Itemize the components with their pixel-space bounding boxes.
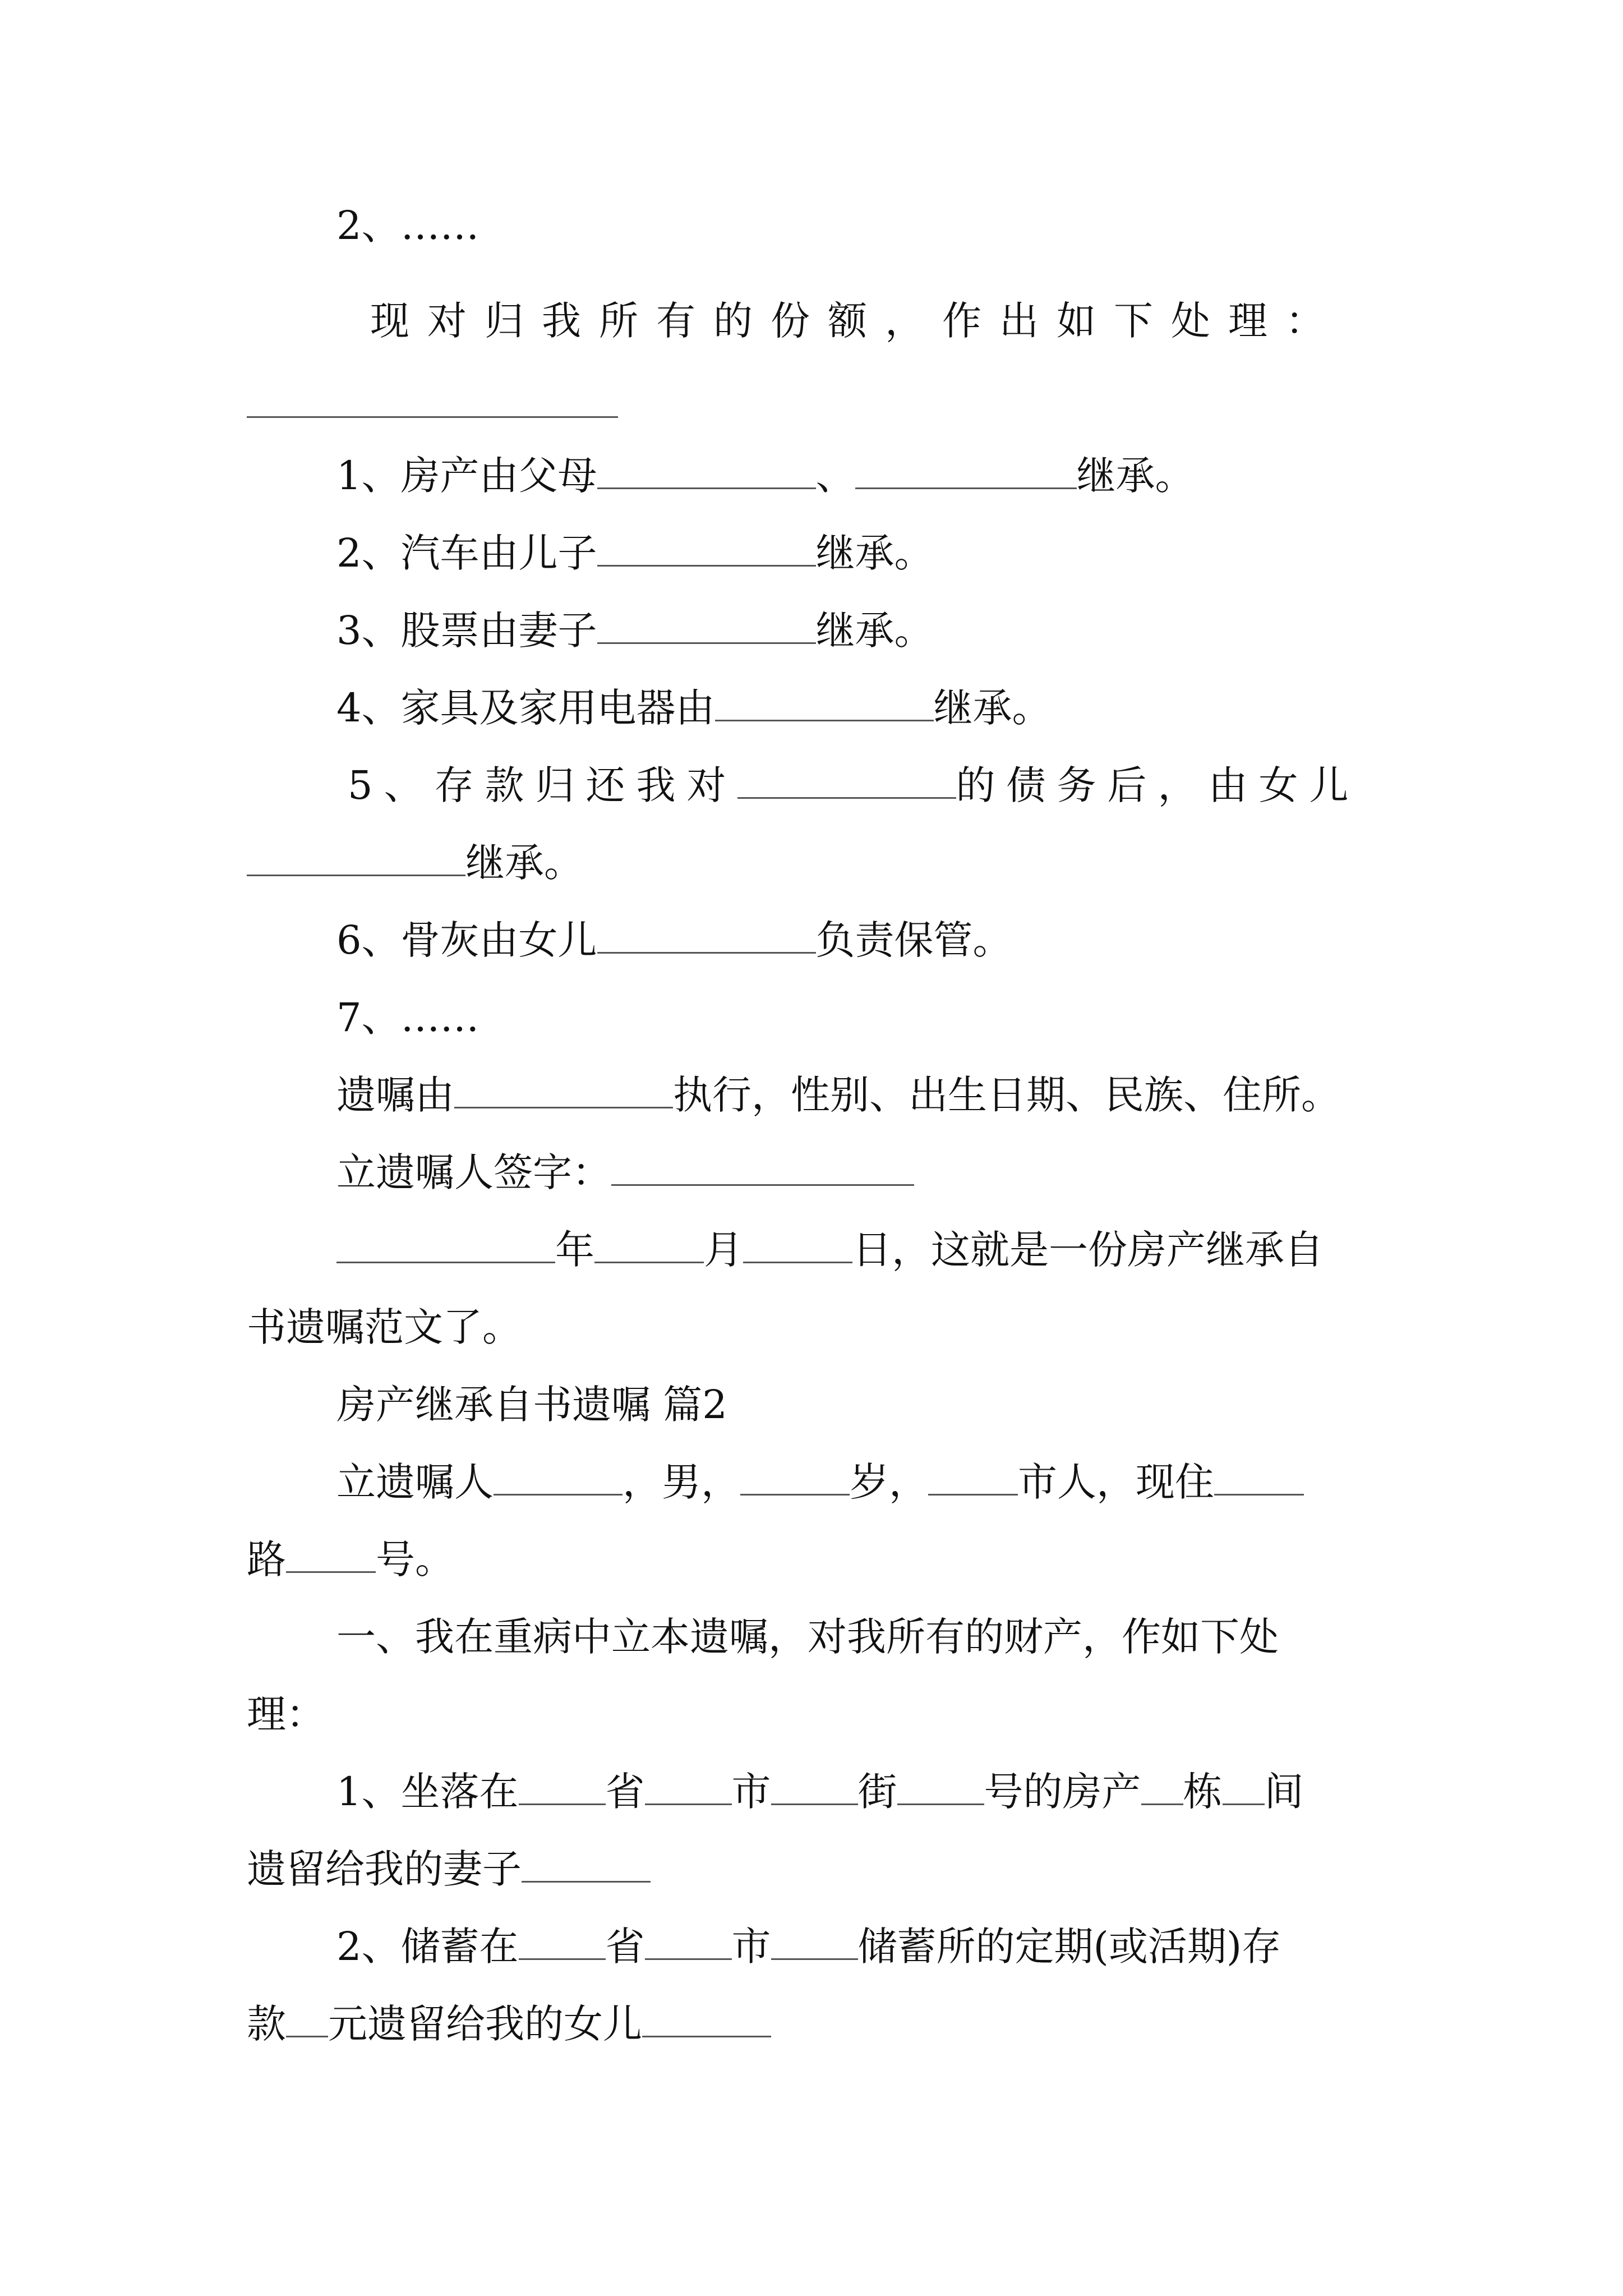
name-blank[interactable] [494,1460,623,1496]
fill-blank[interactable] [519,1770,606,1805]
fill-blank[interactable] [715,686,934,721]
fill-blank[interactable] [597,918,816,954]
list-item-5-savings: 5、存款归还我对 的债务后，由女儿 [348,762,1360,808]
list-item-4-furniture: 4、家具及家用电器由 继承。 [336,685,1052,731]
list-item-2-car: 2、汽车由儿子 继承。 [336,530,934,576]
fill-blank[interactable] [597,454,816,489]
fill-blank[interactable] [771,1925,858,1960]
executor-line: 遗嘱由 执行，性别、出生日期、民族、住所。 [336,1072,1340,1118]
fill-blank[interactable] [454,1073,673,1108]
fill-blank[interactable] [771,1770,858,1805]
fill-blank[interactable] [247,841,465,876]
fill-blank[interactable] [1141,1770,1183,1805]
list-item-ellipsis-2: 2、…… [336,203,479,249]
daughter-name-blank[interactable] [642,2002,771,2037]
list-item-6-ashes: 6、骨灰由女儿 负责保管。 [336,917,1012,963]
fill-blank[interactable] [597,531,816,567]
fill-blank[interactable] [855,454,1077,489]
age-blank[interactable] [740,1460,850,1496]
property-item-2: 2、储蓄在 省 市 储蓄所的定期(或活期)存 [336,1924,1281,1970]
testator-info-line: 立遗嘱人 ，男， 岁， 市人，现住 [336,1454,1304,1510]
signature-blank[interactable] [611,1151,914,1186]
fill-blank[interactable] [1223,1770,1265,1805]
number-blank[interactable] [286,1538,376,1573]
date-line: 年 月 日，这就是一份房产继承自 [336,1222,1324,1278]
list-item-3-stocks: 3、股票由妻子 继承。 [336,608,934,654]
wife-name-blank[interactable] [522,1847,651,1883]
disposition-intro: 现对归我所有的份额，作出如下处理： [370,298,1343,344]
property-item-1-continued: 遗留给我的妻子 [247,1841,651,1897]
amount-blank[interactable] [286,2002,328,2037]
address-blank[interactable] [1214,1460,1304,1496]
fill-blank[interactable] [645,1770,732,1805]
blank-line-rule [247,416,618,418]
testator-address-line: 路 号。 [247,1536,454,1582]
property-item-2-continued: 款 元遗留给我的女儿 [247,1996,771,2052]
day-blank[interactable] [743,1228,852,1263]
fill-blank[interactable] [737,763,956,799]
clause-1-intro-continued: 理： [247,1691,325,1737]
signature-line: 立遗嘱人签字： [336,1144,914,1200]
list-item-ellipsis-7: 7、…… [336,995,479,1041]
fill-blank[interactable] [645,1925,732,1960]
list-item-5-continued: 继承。 [247,835,583,891]
year-blank[interactable] [336,1228,555,1263]
section-heading-2: 房产继承自书遗嘱 篇2 [336,1382,727,1428]
closing-text: 书遗嘱范文了。 [247,1304,522,1350]
fill-blank[interactable] [897,1770,984,1805]
clause-1-intro: 一、我在重病中立本遗嘱，对我所有的财产，作如下处 [336,1614,1279,1660]
property-item-1: 1、坐落在 省 市 街 号的房产 栋 间 [336,1769,1304,1815]
city-blank[interactable] [928,1460,1018,1496]
fill-blank[interactable] [519,1925,606,1960]
month-blank[interactable] [594,1228,704,1263]
fill-blank[interactable] [597,609,816,644]
list-item-1-house: 1、房产由父母 、 继承。 [336,453,1195,499]
